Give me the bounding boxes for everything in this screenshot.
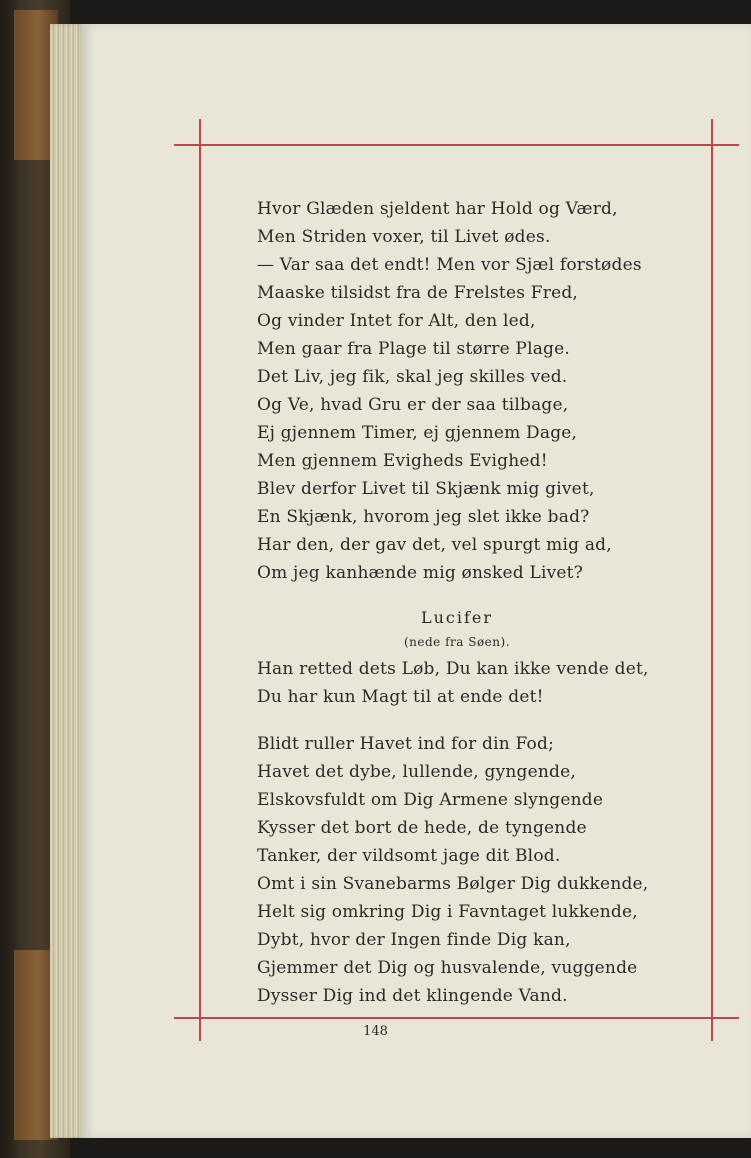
red-border-left	[199, 119, 201, 1041]
stage-direction: (nede fra Søen).	[403, 635, 511, 649]
verse-line: Om jeg kanhænde mig ønsked Livet?	[257, 563, 584, 583]
verse-line: Omt i sin Svanebarms Bølger Dig dukkende,	[257, 874, 649, 894]
verse-line: Men Striden voxer, til Livet ødes.	[257, 227, 551, 247]
page-number: 148	[363, 1024, 388, 1039]
verse-line: Maaske tilsidst fra de Frelstes Fred,	[257, 283, 579, 303]
verse-line: Elskovsfuldt om Dig Armene slyngende	[257, 790, 604, 810]
verse-line: Hvor Glæden sjeldent har Hold og Værd,	[257, 199, 618, 219]
verse-line: Han retted dets Løb, Du kan ikke vende det,	[257, 659, 649, 679]
verse-line: En Skjænk, hvorom jeg slet ikke bad?	[257, 507, 590, 527]
verse-line: Dybt, hvor der Ingen finde Dig kan,	[257, 930, 571, 950]
verse-line: Men gjennem Evigheds Evighed!	[257, 451, 548, 471]
red-border-right	[711, 119, 713, 1041]
verse-line: Det Liv, jeg fik, skal jeg skilles ved.	[257, 367, 568, 387]
page-edges	[50, 24, 84, 1138]
verse-line: Dysser Dig ind det klingende Vand.	[257, 986, 568, 1006]
red-border-top	[174, 144, 739, 146]
verse-line: Tanker, der vildsomt jage dit Blod.	[257, 846, 561, 866]
verse-line: Helt sig omkring Dig i Favntaget lukkende,	[257, 902, 638, 922]
verse-line: Havet det dybe, lullende, gyngende,	[257, 762, 576, 782]
verse-line: Blev derfor Livet til Skjænk mig givet,	[257, 479, 595, 499]
verse-line: Har den, der gav det, vel spurgt mig ad,	[257, 535, 612, 555]
verse-line: Kysser det bort de hede, de tyngende	[257, 818, 587, 838]
verse-line: Og vinder Intet for Alt, den led,	[257, 311, 536, 331]
verse-line: Blidt ruller Havet ind for din Fod;	[257, 734, 554, 754]
red-border-bottom	[174, 1017, 739, 1019]
speaker-name: Lucifer	[420, 608, 494, 627]
verse-line: Du har kun Magt til at ende det!	[257, 687, 544, 707]
verse-line: Ej gjennem Timer, ej gjennem Dage,	[257, 423, 578, 443]
verse-line: Gjemmer det Dig og husvalende, vuggende	[257, 958, 638, 978]
verse-line: Og Ve, hvad Gru er der saa tilbage,	[257, 395, 569, 415]
verse-line: Men gaar fra Plage til større Plage.	[257, 339, 570, 359]
verse-line: — Var saa det endt! Men vor Sjæl forstødes	[257, 255, 642, 275]
book-page	[82, 24, 751, 1138]
